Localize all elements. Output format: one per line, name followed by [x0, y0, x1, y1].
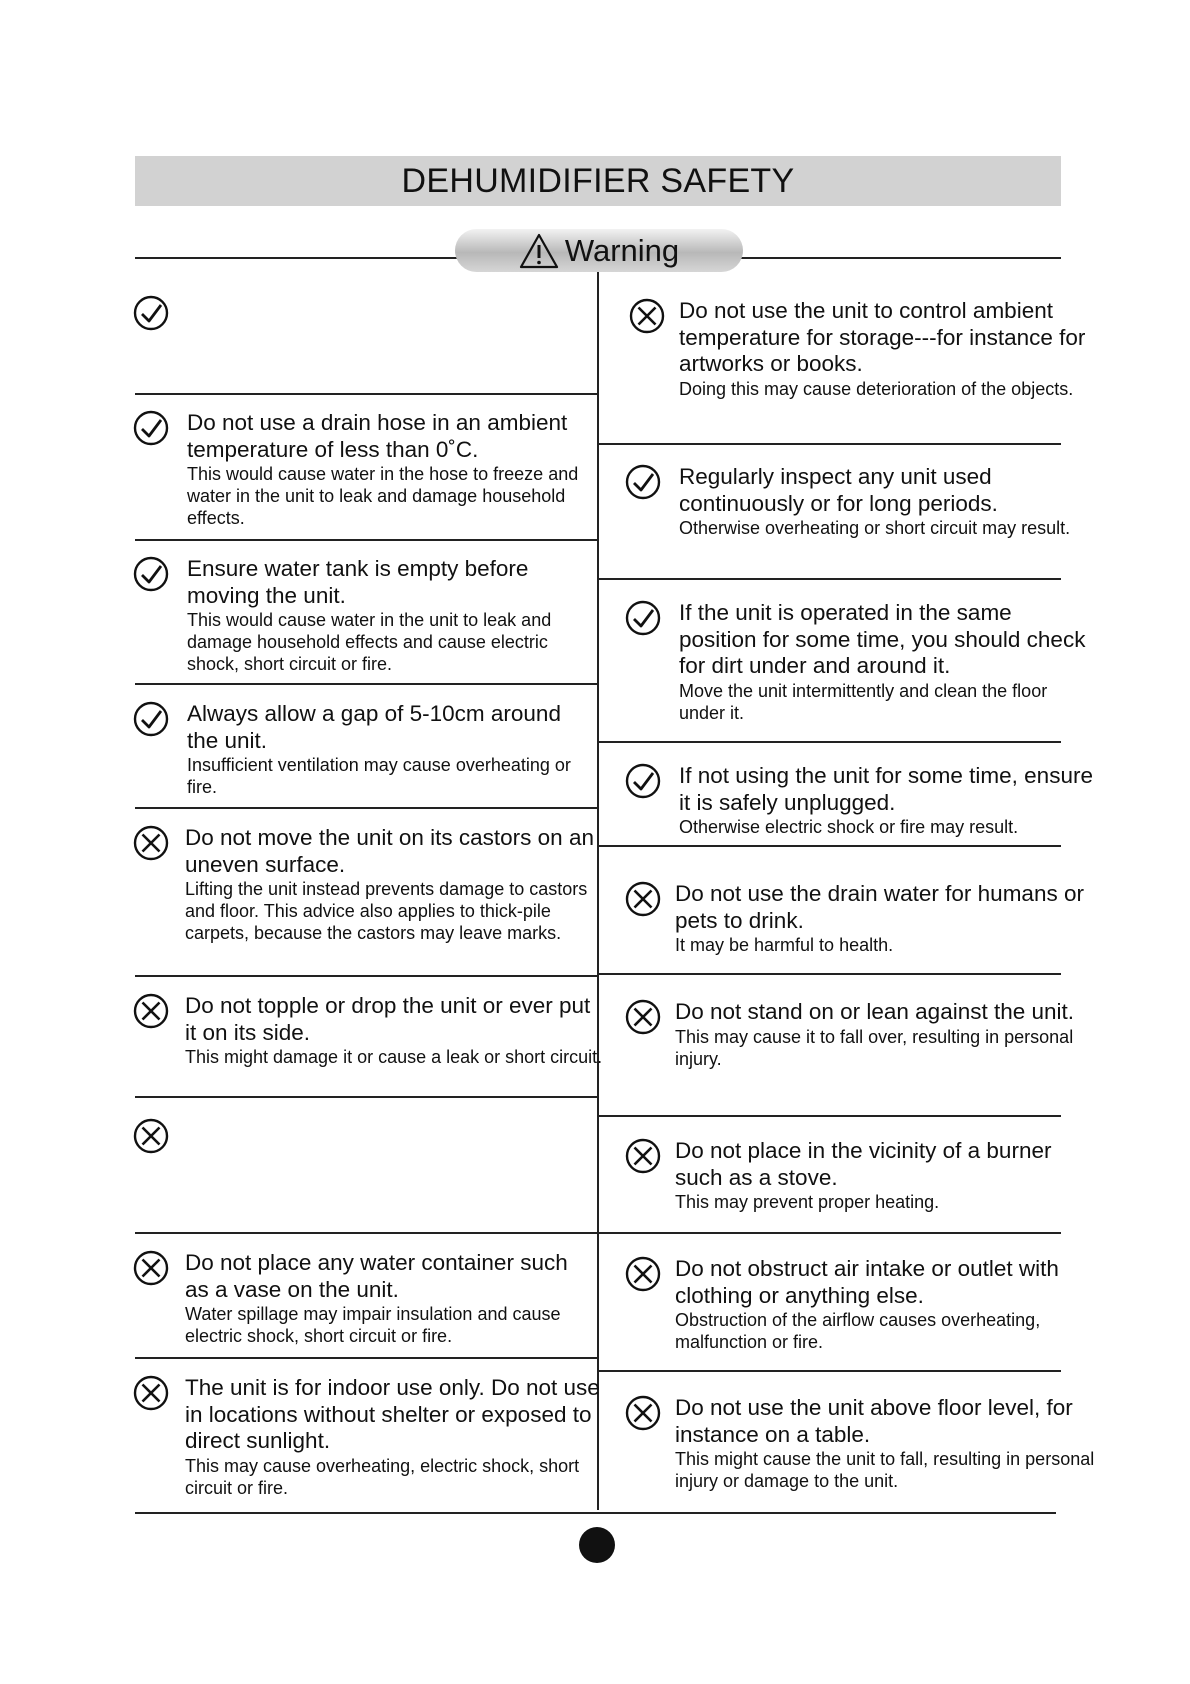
item-description: Otherwise electric shock or fire may result.: [679, 817, 1019, 837]
right-separator: [598, 443, 1061, 445]
cross-circle-icon: [625, 1395, 661, 1431]
right-separator: [598, 1370, 1061, 1372]
bottom-rule: [135, 1512, 1056, 1514]
cross-circle-icon: [629, 298, 665, 334]
page-title: DEHUMIDIFIER SAFETY: [401, 162, 795, 200]
item-description: Obstruction of the airflow causes overheating, malfunction or fire.: [675, 1310, 1041, 1352]
left-separator: [135, 807, 599, 809]
cross-circle-icon: [625, 881, 661, 917]
right-separator: [598, 578, 1061, 580]
item-heading: Do not use the drain water for humans or pets to drink.: [675, 881, 1084, 933]
item-description: This would cause water in the hose to freeze and water in the unit to leak and damage household effects.: [187, 464, 579, 528]
left-separator: [135, 1357, 599, 1359]
cross-circle-icon: [133, 1250, 169, 1286]
cross-circle-icon: [625, 1256, 661, 1292]
item-heading: Do not topple or drop the unit or ever put it on its side.: [185, 993, 591, 1045]
check-circle-icon: [625, 464, 661, 500]
item-heading: Always allow a gap of 5-10cm around the unit.: [187, 701, 561, 753]
warning-rule-right: [741, 257, 1061, 259]
item-description: Otherwise overheating or short circuit may result.: [679, 518, 1071, 538]
page-marker-dot: [579, 1527, 615, 1563]
warning-banner: [455, 229, 743, 272]
cross-circle-icon: [625, 1138, 661, 1174]
item-heading: Do not use the unit to control ambient temperature for storage---for instance for artworks or books.: [679, 298, 1086, 376]
left-separator: [135, 1232, 599, 1234]
check-circle-icon: [133, 701, 169, 737]
left-separator: [135, 1096, 599, 1098]
item-heading: Regularly inspect any unit used continuously or for long periods.: [679, 464, 998, 516]
check-circle-icon: [133, 410, 169, 446]
title-bar: [135, 156, 1061, 206]
item-description: This would cause water in the unit to leak and damage household effects and cause electric shock, short circuit or fire.: [187, 610, 552, 674]
item-description: Move the unit intermittently and clean the floor under it.: [679, 680, 1048, 723]
left-separator: [135, 975, 599, 977]
item-description: It may be harmful to health.: [675, 935, 894, 955]
cross-circle-icon: [133, 993, 169, 1029]
check-circle-icon: [625, 763, 661, 799]
item-description: This might cause the unit to fall, resulting in personal injury or damage to the unit.: [675, 1449, 1095, 1491]
cross-circle-icon: [625, 999, 661, 1035]
item-heading: Do not use a drain hose in an ambient temperature of less than 0˚C.: [187, 410, 568, 462]
item-description: Lifting the unit instead prevents damage to castors and floor. This advice also applies to thick-pile carpets, because the castors may leave marks.: [185, 879, 588, 943]
item-description: This might damage it or cause a leak or short circuit.: [185, 1047, 603, 1067]
cross-circle-icon: [133, 825, 169, 861]
right-separator: [598, 845, 1061, 847]
warning-rule-left: [135, 257, 457, 259]
item-heading: The unit is for indoor use only. Do not use in locations without shelter or exposed to direct sunlight.: [185, 1375, 600, 1453]
right-separator: [598, 1115, 1061, 1117]
left-separator: [135, 539, 599, 541]
warning-label: Warning: [564, 232, 680, 268]
cross-circle-icon: [133, 1375, 169, 1411]
item-heading: Ensure water tank is empty before moving the unit.: [187, 556, 529, 608]
right-separator: [598, 741, 1061, 743]
item-heading: Do not move the unit on its castors on an uneven surface.: [185, 825, 594, 877]
check-circle-icon: [625, 600, 661, 636]
left-separator: [135, 683, 599, 685]
item-description: Insufficient ventilation may cause overheating or fire.: [187, 755, 571, 797]
item-description: Water spillage may impair insulation and cause electric shock, short circuit or fire.: [185, 1304, 561, 1346]
right-separator: [598, 1232, 1061, 1234]
warning-triangle-icon: [519, 233, 559, 269]
item-heading: Do not place in the vicinity of a burner such as a stove.: [675, 1138, 1052, 1190]
check-circle-icon: [133, 295, 169, 331]
item-description: Doing this may cause deterioration of the objects.: [679, 378, 1074, 399]
item-description: This may prevent proper heating.: [675, 1192, 940, 1212]
item-heading: If the unit is operated in the same position for some time, you should check for dirt under and around it.: [679, 600, 1086, 678]
right-separator: [598, 973, 1061, 975]
cross-circle-icon: [133, 1118, 169, 1154]
check-circle-icon: [133, 556, 169, 592]
left-separator: [135, 393, 599, 395]
item-heading: Do not place any water container such as a vase on the unit.: [185, 1250, 568, 1302]
item-heading: If not using the unit for some time, ensure it is safely unplugged.: [679, 763, 1093, 815]
item-description: This may cause overheating, electric shock, short circuit or fire.: [185, 1455, 580, 1498]
item-description: This may cause it to fall over, resulting in personal injury.: [675, 1026, 1074, 1069]
item-heading: Do not stand on or lean against the unit.: [675, 999, 1075, 1024]
item-heading: Do not obstruct air intake or outlet with clothing or anything else.: [675, 1256, 1059, 1308]
item-heading: Do not use the unit above floor level, for instance on a table.: [675, 1395, 1073, 1447]
